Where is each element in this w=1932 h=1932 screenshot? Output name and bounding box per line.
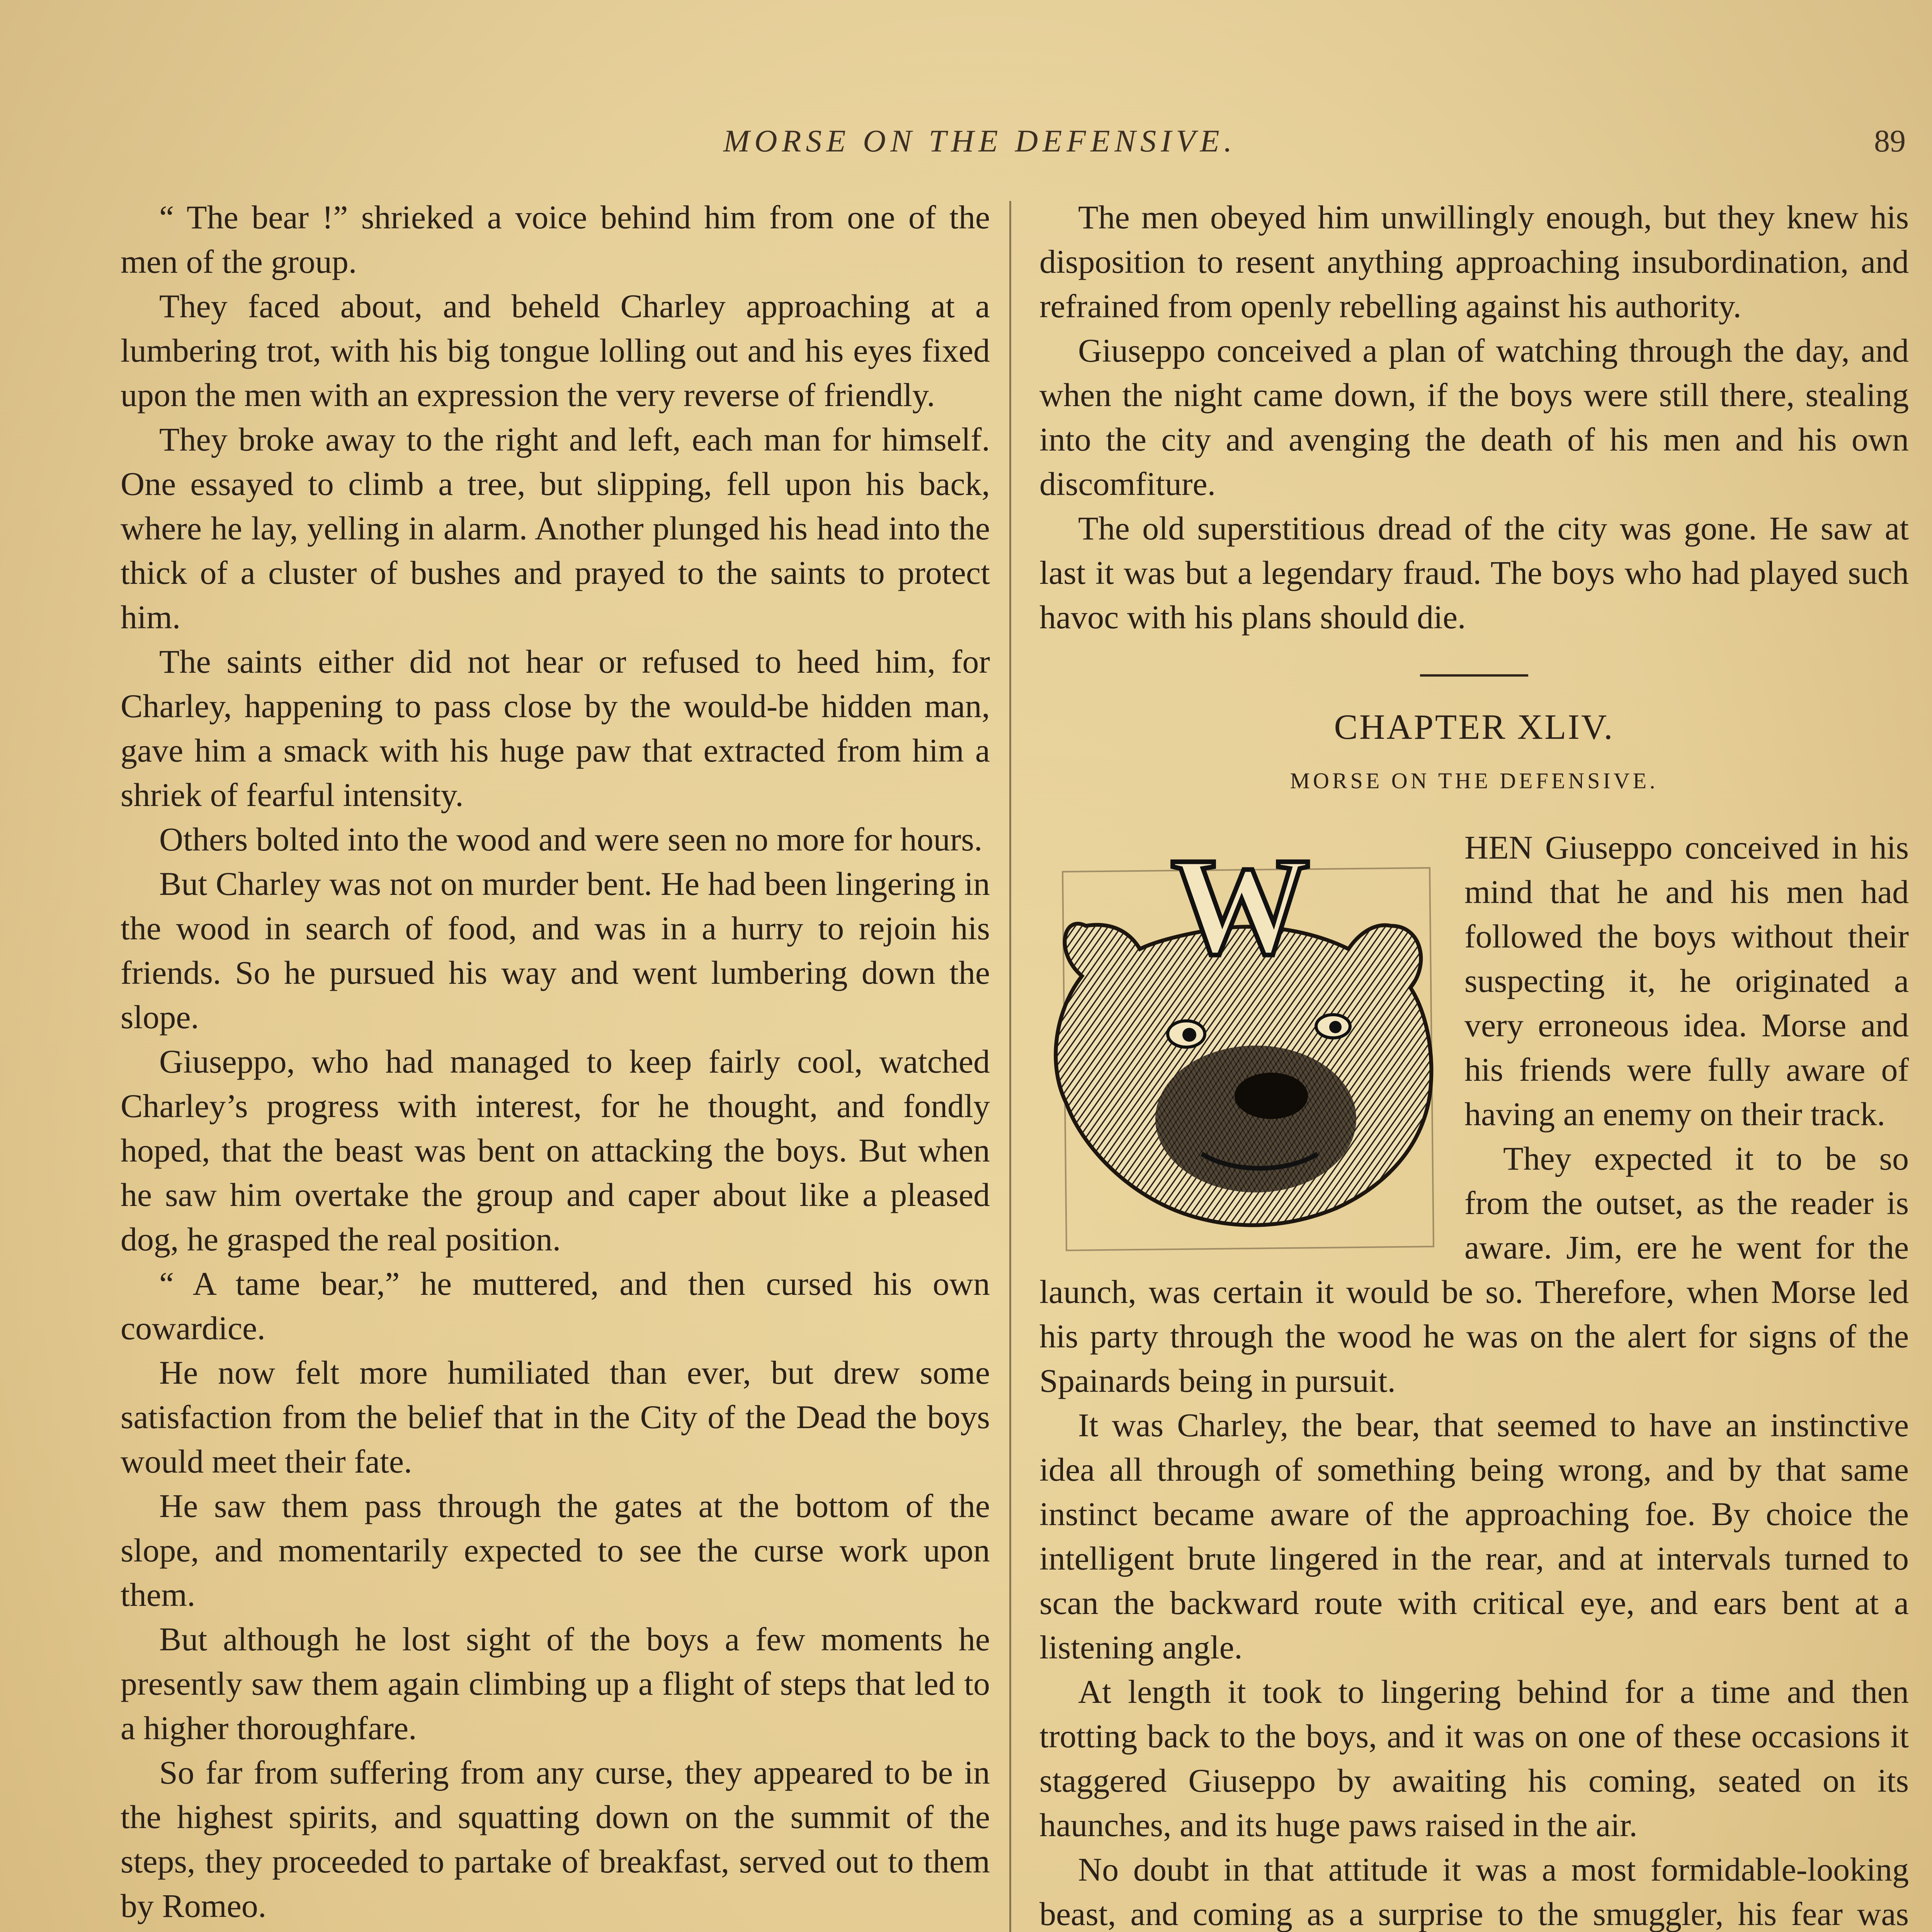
paragraph: But although he lost sight of the boys a few moments he presently saw them again climbing up a flight of steps that led to a higher thoroughfare. <box>121 1621 990 1747</box>
chapter-first-paragraph: HEN Giuseppo conceived in his mind that he and his men had followed the boys without their suspecting it, he originated a very erroneous idea. Morse and his friends were fully aware of having an enemy on their track. <box>1464 829 1909 1133</box>
section-separator <box>1420 674 1528 677</box>
left-column <box>121 195 990 1932</box>
dropcap-letter: W <box>1171 829 1310 983</box>
right-column <box>1039 195 1909 1932</box>
chapter-heading: CHAPTER XLIV. <box>1334 707 1614 747</box>
paragraph: Giuseppo conceived a plan of watching through the day, and when the night came down, if the boys were still there, stealing into the city and avenging the death of his men and his own discomfiture. <box>1039 332 1909 502</box>
paragraph: The saints either did not hear or refused to heed him, for Charley, happening to pass close by the would-be hidden man, gave him a smack with his huge paw that extracted from him a shriek of fearful intensity. <box>121 643 990 813</box>
paragraph: Others bolted into the wood and were seen no more for hours. <box>159 821 983 858</box>
paragraph: He saw them pass through the gates at the bottom of the slope, and momentarily expected to see the curse work upon them. <box>121 1487 990 1613</box>
page-number: 89 <box>1874 123 1906 158</box>
paragraph: “ The bear !” shrieked a voice behind him from one of the men of the group. <box>121 199 990 280</box>
column-rule <box>1009 201 1011 1932</box>
paragraph: They expected it to be so from the outset, as the reader is aware. Jim, ere he went for the launch, was certain it would be so. Therefore, when Morse led his party through the wood he was on the alert for signs of the Spainards being in pursuit. <box>1039 1140 1909 1399</box>
bear-dropcap-illustration <box>1039 825 1449 1266</box>
paragraph: No doubt in that attitude it was a most formidable-looking beast, and coming as a surprise to the smuggler, his fear was <box>1039 1851 1909 1932</box>
paragraph: The men obeyed him unwillingly enough, but they knew his disposition to resent anything approaching insubordination, and refrained from openly rebelling against his authority. <box>1039 199 1909 325</box>
paragraph: They faced about, and beheld Charley approaching at a lumbering trot, with his big tongue lolling out and his eyes fixed upon the men with an expression the very reverse of friendly. <box>121 287 990 413</box>
paragraph <box>121 1928 990 1932</box>
paragraph: The old superstitious dread of the city was gone. He saw at last it was but a legendary fraud. The boys who had played such havoc with his plans should die. <box>1039 510 1909 636</box>
paragraph: He now felt more humiliated than ever, but drew some satisfaction from the belief that in the City of the Dead the boys would meet their fate. <box>121 1354 990 1480</box>
paragraph: They broke away to the right and left, each man for himself. One essayed to climb a tree, but slipping, fell upon his back, where he lay, yelling in alarm. Another plunged his head into the thick of a cluster of bushes and prayed to the saints to protect him. <box>121 421 990 636</box>
bear-head-icon <box>1039 825 1449 1266</box>
paragraph: At length it took to lingering behind for a time and then trotting back to the boys, and it was on one of these occasions it staggered Giuseppo by awaiting his coming, seated on its haunches, and its huge paws raised in the air. <box>1039 1673 1909 1844</box>
paragraph: So far from suffering from any curse, they appeared to be in the highest spirits, and squatting down on the summit of the steps, they proceeded to partake of breakfast, served out to them by Romeo. <box>121 1754 990 1924</box>
paragraph: “ A tame bear,” he muttered, and then cursed his own cowardice. <box>121 1265 990 1347</box>
paragraph: Giuseppo, who had managed to keep fairly cool, watched Charley’s progress with interest, for he thought, and fondly hoped, that the beast was bent on attacking the boys. But when he saw him overtake the group and caper about like a pleased dog, he grasped the real position. <box>121 1043 990 1258</box>
running-title: MORSE ON THE DEFENSIVE. <box>723 123 1237 158</box>
paragraph: It was Charley, the bear, that seemed to have an instinctive idea all through of something being wrong, and by that same instinct became aware of the approaching foe. By choice the intelligent brute lingered in the rear, and at intervals turned to scan the backward route with critical eye, and ears bent at a listening angle. <box>1039 1406 1909 1666</box>
paragraph: But Charley was not on murder bent. He had been lingering in the wood in search of food, and was in a hurry to rejoin his friends. So he pursued his way and went lumbering down the slope. <box>121 865 990 1036</box>
chapter-subtitle: MORSE ON THE DEFENSIVE. <box>1290 768 1658 793</box>
